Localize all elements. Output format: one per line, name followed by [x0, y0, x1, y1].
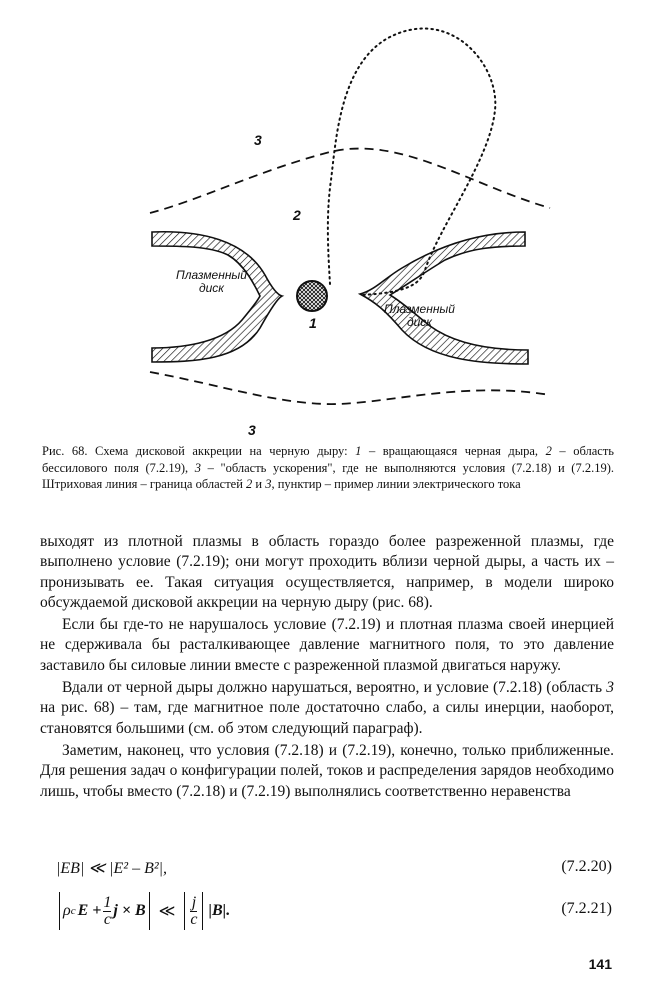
equation-term-jxb: j × B — [113, 902, 146, 919]
equation-7-2-21 — [56, 890, 612, 932]
much-less-symbol: ≪ — [158, 903, 176, 920]
figure-drawing — [140, 10, 610, 440]
caption-num: 1 — [355, 444, 362, 458]
caption-num: 3 — [194, 460, 202, 475]
fraction-numerator: 1 — [103, 893, 112, 911]
lower-boundary-dashed — [150, 372, 550, 404]
caption-text: Рис. 68. Схема дисковой аккреции на черную дыру: — [42, 444, 356, 458]
paragraph-3-num: 3 — [606, 679, 614, 697]
fraction-1-over-c — [103, 895, 111, 928]
fraction-denominator: c — [103, 910, 111, 928]
equation-7-2-20-number: (7.2.20) — [561, 858, 612, 875]
left-plasma-disk — [152, 232, 282, 362]
page-number: 141 — [588, 956, 612, 972]
caption-text: – "область ускорения", где не выполняются условия (7.2.18) и (7.2.19). Штриховая линия – граница областей — [42, 460, 614, 492]
equation-7-2-21-number: (7.2.21) — [561, 900, 612, 917]
equation-term-b: |B|. — [208, 902, 231, 919]
caption-text: и — [252, 477, 266, 492]
caption-text: – вращающаяся черная дыра, — [361, 444, 546, 458]
region-label-3-top: 3 — [254, 132, 262, 148]
upper-boundary-dashed — [150, 149, 550, 213]
right-disk-label-line2: диск — [406, 315, 432, 329]
rho-subscript: c — [70, 905, 76, 917]
current-line-dotted — [328, 28, 495, 295]
fraction-numerator: j — [191, 893, 197, 911]
paragraph-3-text: Вдали от черной дыры должно нарушаться, вероятно, и условие (7.2.18) (область — [62, 679, 607, 697]
rho-symbol: ρ — [63, 902, 71, 919]
region-label-2: 2 — [293, 207, 301, 223]
caption-text: , пунктир – пример линии электрического тока — [271, 477, 521, 492]
equation-term-e: E + — [77, 902, 102, 919]
paragraph-4: Заметим, наконец, что условия (7.2.18) и (7.2.19), конечно, только приближенные. Для решения задач о конфигурации полей, токов и распределения зарядов необходимо лишь, чтобы вместо (7.2.18) и (7.2.19) выполнялись соответственно неравенства — [40, 741, 614, 800]
black-hole — [297, 281, 327, 311]
right-disk-label — [384, 303, 455, 329]
body-text — [40, 532, 614, 802]
paragraph-2: Если бы где-то не нарушалось условие (7.2.19) и плотная плазма своей инерцией не сдерживала бы расталкивающее давление магнитного поля, то это давление заставило бы силовые линии вместе с разреженной плазмой двигаться наружу. — [40, 616, 614, 674]
accretion-disk-figure — [140, 10, 610, 440]
equation-7-2-20 — [56, 858, 612, 882]
region-label-1: 1 — [309, 315, 317, 331]
paragraph-3 — [40, 678, 614, 739]
equation-7-2-21-body — [56, 890, 230, 932]
caption-num: 3 — [265, 477, 272, 492]
paragraph-3-text: на рис. 68) – там, где магнитное поле достаточно слабо, а силы инерции, наоборот, становятся большими (см. об этом следующий параграф). — [40, 699, 614, 737]
caption-num: 2 — [246, 477, 253, 492]
left-disk-label-line1: Плазменный — [176, 268, 247, 282]
left-disk-label-line2: диск — [198, 281, 224, 295]
region-label-3-bottom: 3 — [248, 422, 256, 438]
figure-caption — [42, 443, 614, 493]
right-plasma-disk — [360, 232, 528, 364]
fraction-j-over-c — [190, 895, 197, 928]
caption-num: 2 — [545, 444, 552, 458]
paragraph-1: выходят из плотной плазмы в область гораздо более разреженной плазмы, где выполнено условие (7.2.19); они могут проходить вблизи черной дыры, а часть их – пронизывать ее. Такая ситуация осуществляется, например, в модели широко обсуждаемой дисковой аккреции на черную дыру (рис. 68). — [40, 533, 614, 611]
right-disk-label-line1: Плазменный — [384, 302, 455, 316]
left-disk-label — [176, 269, 247, 295]
caption-text: – область бессилового поля (7.2.19), — [42, 444, 615, 475]
equation-7-2-20-body: |EB| ≪ |E² – B²|, — [56, 860, 168, 877]
fraction-denominator: c — [190, 910, 198, 928]
